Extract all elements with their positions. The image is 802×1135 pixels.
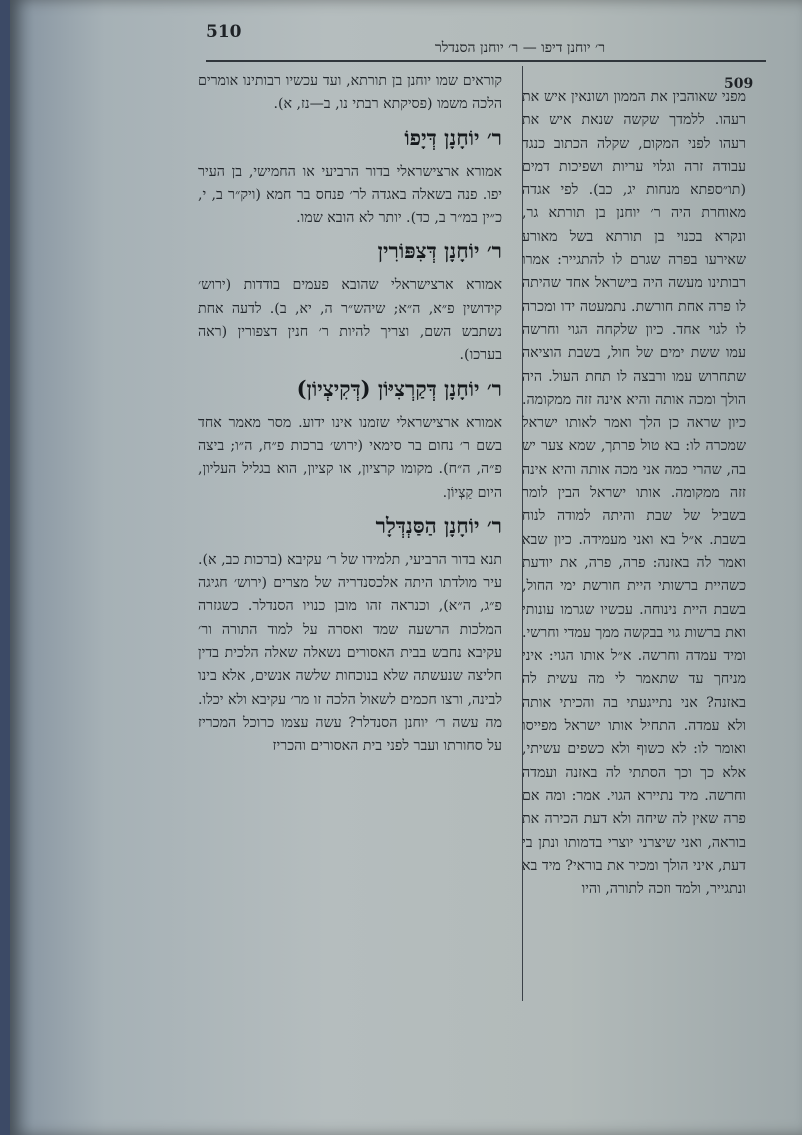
- header-rule: [206, 60, 766, 62]
- page-number: 510: [206, 22, 242, 42]
- right-column: [522, 86, 746, 901]
- facing-page-number: 509: [724, 76, 754, 92]
- entry-text-yochanan-deyafo: אמורא ארצישראלי בדור הרביעי או החמישי, בן העיר יפו. פנה בשאלה באגדה לר׳ פנחס בר חמא (ויק״ר ב, י, כ״ין במ״ר ב, כד). יותר לא הובא שמו.: [198, 163, 502, 227]
- continuation-text: קוראים שמו יוחנן בן תורתא, ועד עכשיו רבותינו אומרים הלכה משמו (פסיקתא רבתי נו, ב—נז, א).: [198, 73, 502, 113]
- running-head: ר׳ יוחנן דיפו — ר׳ יוחנן הסנדלר: [434, 40, 606, 56]
- entry-text-yochanan-hasandlar: תנא בדור הרביעי, תלמידו של ר׳ עקיבא (ברכות כב, א). עיר מולדתו היתה אלכסנדריה של מצרים (ירוש׳ חגיגה פ״ג, ה״א), וכנראה זהו מובן כנויו הסנדלר. כשגזרה המלכות הרשעה שמד ואסרה על למוד התורה ור׳ עקיבא נחבש בבית האסורים נשאלה שאלה הלכית בדין חליצה שנעשתה שלא בנוכחות שלשה אנשים, אלא בינו לבינה, ורצו חכמים לשאול הלכה זו מר׳ עקיבא ולא יכלו. מה עשה ר׳ יוחנן הסנדלר? עשה עצמו כרוכל המכריז על סחורתו ועבר לפני בית האסורים והכריז: [198, 551, 502, 755]
- entry-text-yochanan-dekartziyon: אמורא ארצישראלי שזמנו אינו ידוע. מסר מאמר אחד בשם ר׳ נחום בר סימאי (ירוש׳ ברכות פ״ח, ה״ו; ביצה פ״ה, ה״ח). מקומו קרציון, או קציון, הוא בגליל העליון, היום קַצְיוֹן.: [198, 414, 502, 501]
- entry-heading-yochanan-deyafo: ר׳ יוֹחָנָן דְּיָפוֹ: [404, 124, 502, 150]
- entry-heading-yochanan-detziporin: ר׳ יוֹחָנָן דְּצִפּוֹרִין: [377, 238, 502, 264]
- entry-text-yochanan-detziporin: אמורא ארצישראלי שהובא פעמים בודדות (ירוש׳ קידושין פ״א, ה״א; שיהש״ר ה, יא, ב). לדעה אחת נשתבש השם, וצריך להיות ר׳ חנין דצפורין (ראה בערכו).: [198, 277, 502, 364]
- left-column: [198, 70, 502, 759]
- entry-heading-yochanan-hasandlar: ר׳ יוֹחָנָן הַסַּנְדְּלָר: [375, 512, 502, 538]
- entry-heading-yochanan-dekartziyon: ר׳ יוֹחָנָן דְּקַרְצִיּוֹן (דְּקִיצְיוֹן): [296, 375, 502, 401]
- right-column-text: מפני שאוהבין את הממון ושונאין איש את רעהו. ללמדך שקשה שנאת איש את רעהו לפני המקום, שקלה הכתוב כנגד עבודה זרה וגלוי עריות ושפיכות דמים (תו״ספתא מנחות יג, כב). לפי אגדה מאוחרת היה ר׳ יוחנן בן תורתא גר, ונקרא בכנוי בן תורתא בשל מאורע שאירעו בפרה שגרם לו להתגייר: אמרו רבותינו מעשה היה בישראל אחד שהיתה לו פרה אחת חורשת. נתמעטה ידו ומכרה לו לגוי אחד. כיון שלקחה הגוי וחרשה עמו ששת ימים של חול, בשבת הוציאה שתחרוש עמו ורבצה לו תחת העול. היה הולך ומכה אותה והיא אינה זזה ממקומה. כיון שראה כן הלך ואמר לאותו ישראל שמכרה לו: בא טול פרתך, שמא צער יש בה, שהרי כמה אני מכה אותה והיא אינה זזה ממקומה. אותו ישראל הבין לומר בשביל של שבת והיתה למודה לנוח בשבת. א״ל בא ואני מעמידה. כיון שבא ואמר לה באזנה: פרה, פרה, את יודעת כשהיית ברשותי היית חורשת ימי החול, בשבת היית נינוחה. עכשיו שגרמו עונותי ואת ברשות גוי בבקשה ממך עמדי וחרשי. ומיד עמדה וחרשה. א״ל אותו הגוי: איני מניחך עד שתאמר לי מה עשית לה באזנה? אני נתייגעתי בה והכיתי אותה ולא עמדה. התחיל אותו ישראל מפייסו ואומר לו: לא כשוף ולא כשפים עשיתי, אלא כך וכך הסתתי לה באזנה ועמדה וחרשה. מיד נתיירא הגוי. אמר: ומה אם פרה שאין לה שיחה ולא דעת הכירה את בוראה, ואני שיצרני יוצרי בדמותו ונתן בי דעת, איני הולך ומכיר את בוראי? מיד בא ונתגייר, ולמד וזכה לתורה, והיו: [522, 89, 746, 898]
